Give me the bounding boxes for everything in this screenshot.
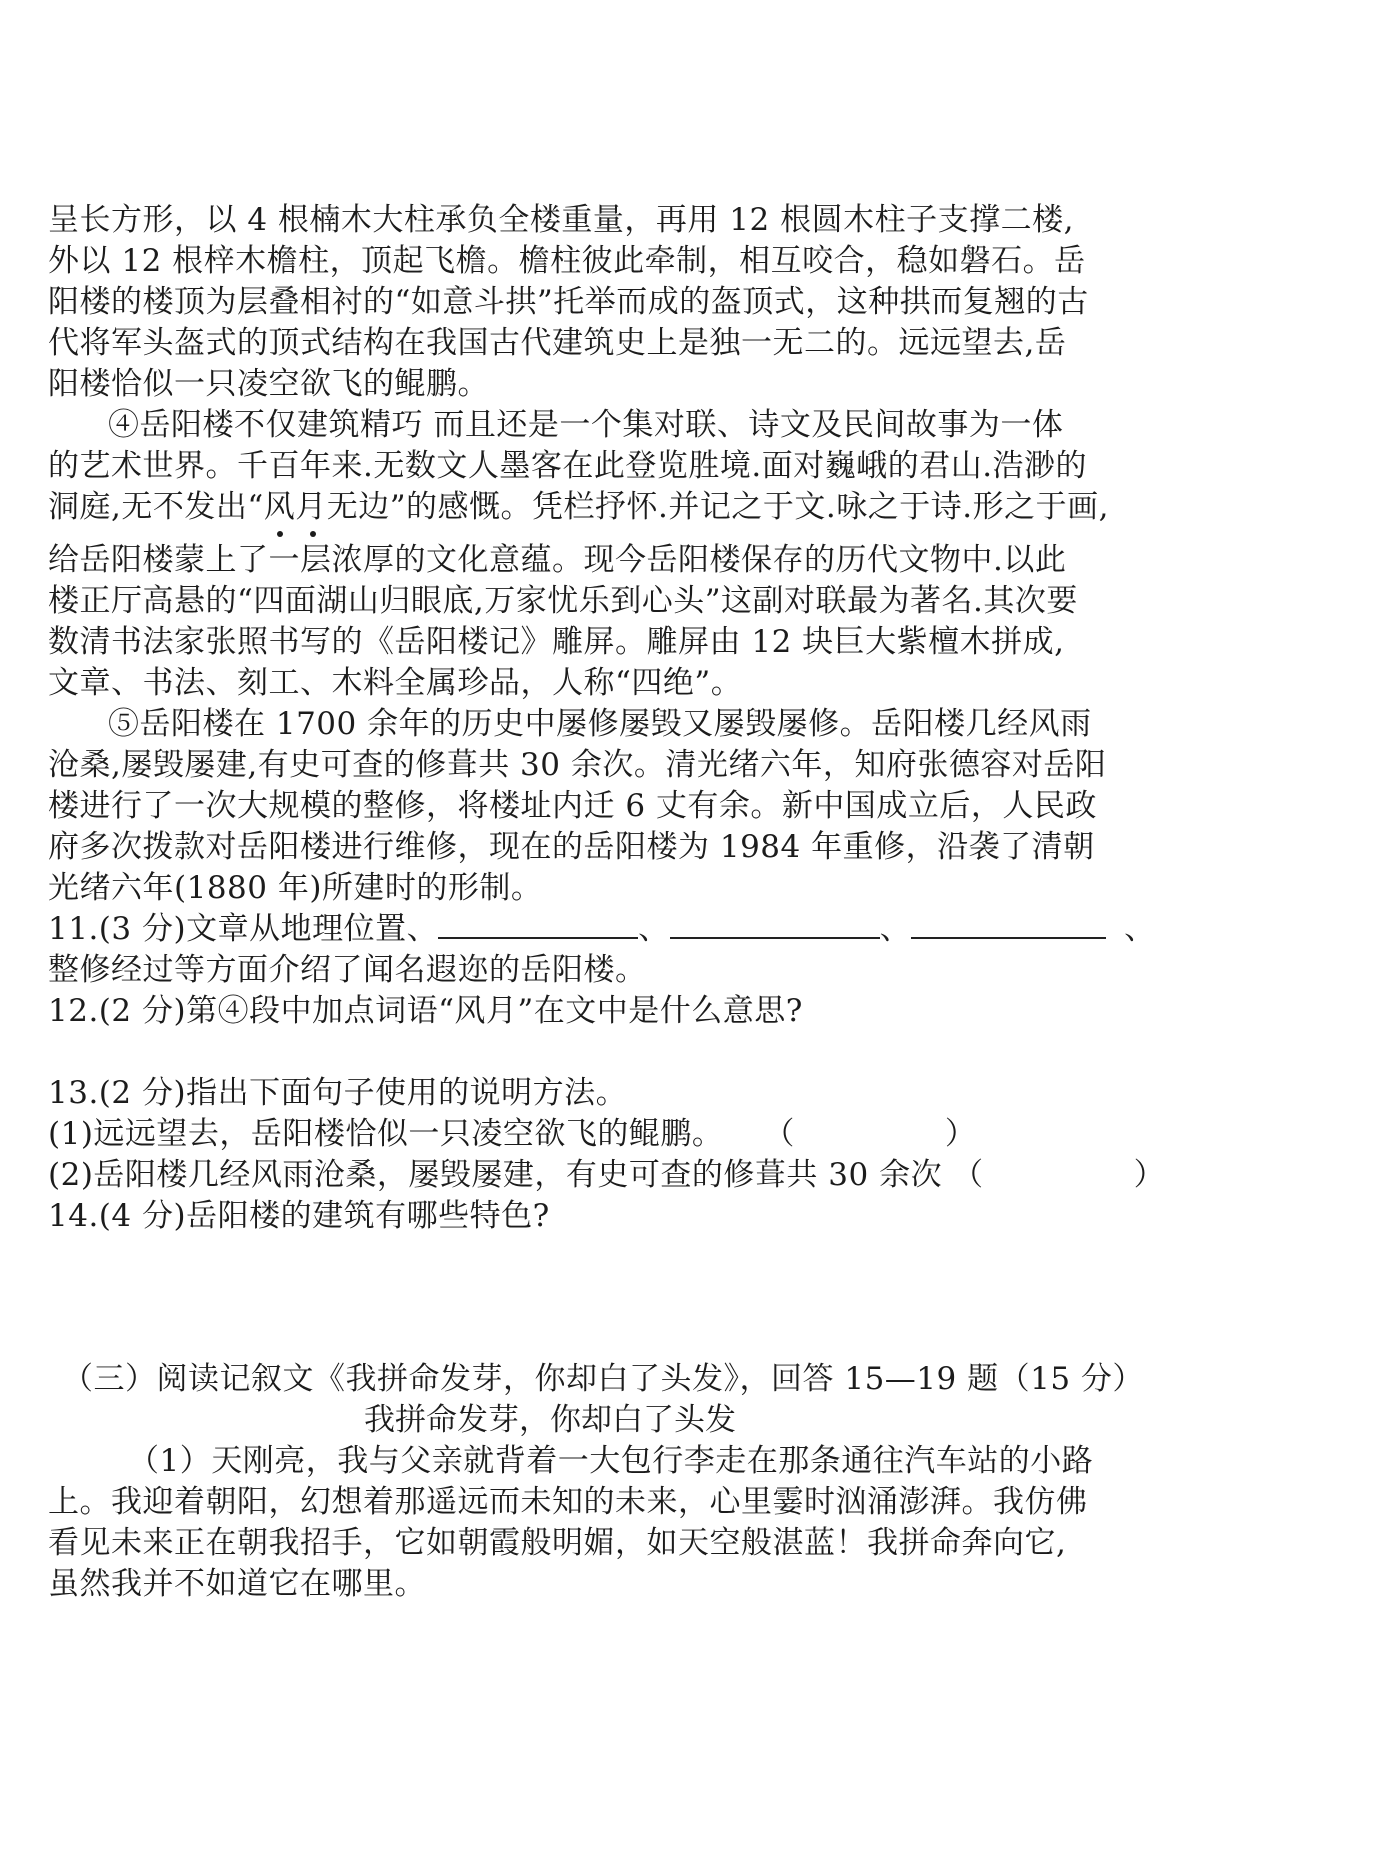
para4-line-1: ④岳阳楼不仅建筑精巧 而且还是一个集对联、诗文及民间故事为一体 [108,407,1064,443]
section-three-heading: （三）阅读记叙文《我拼命发芽，你却白了头发》，回答 15—19 题（15 分） [62,1361,1144,1397]
q11-prefix: 11.(3 分)文章从地理位置、 [48,911,439,947]
question-13-item-2 [48,1155,1165,1195]
emphasis-dots [277,531,317,539]
para5-line-5: 光绪六年(1880 年)所建时的形制。 [48,870,543,906]
question-13-item-1 [48,1114,976,1154]
story-title: 我拼命发芽，你却白了头发 [364,1402,736,1438]
q13-item-2-text: (2)岳阳楼几经风雨沧桑，屡毁屡建，有史可查的修葺共 30 余次 [48,1157,943,1193]
para4-line-6: 数清书法家张照书写的《岳阳楼记》雕屏。雕屏由 12 块巨大紫檀木拼成, [48,624,1065,660]
para3-line-1: 呈长方形，以 4 根楠木大柱承负全楼重量，再用 12 根圆木柱子支撑二楼, [48,202,1074,238]
q11-separator: 、 [879,911,912,947]
answer-paren-open: （ [952,1157,984,1193]
question-13: 13.(2 分)指出下面句子使用的说明方法。 [48,1075,628,1111]
para3-line-2: 外以 12 根梓木檐柱，顶起飞檐。檐柱彼此牵制，相互咬合，稳如磐石。岳 [48,243,1086,279]
para5-line-3: 楼进行了一次大规模的整修，将楼址内迁 6 丈有余。新中国成立后，人民政 [48,788,1097,824]
q11-separator: 、 [1124,911,1156,947]
q11-answer-blank-1[interactable] [438,909,638,939]
story-para1-line-4: 虽然我并不如道它在哪里。 [48,1566,426,1602]
para4-line-2: 的艺术世界。千百年来.无数文人墨客在此登览胜境.面对巍峨的君山.浩渺的 [48,448,1088,484]
para5-line-2: 沧桑,屡毁屡建,有史可查的修葺共 30 余次。清光绪六年，知府张德容对岳阳 [48,747,1107,783]
para3-line-4: 代将军头盔式的顶式结构在我国古代建筑史上是独一无二的。远远望去,岳 [48,325,1067,361]
question-11-line-2: 整修经过等方面介绍了闻名遐迩的岳阳楼。 [48,952,647,988]
q11-separator: 、 [638,911,670,947]
para5-line-4: 府多次拨款对岳阳楼进行维修，现在的岳阳楼为 1984 年重修，沿袭了清朝 [48,829,1095,865]
question-14: 14.(4 分)岳阳楼的建筑有哪些特色? [48,1198,550,1234]
answer-paren-close: ） [1133,1157,1166,1193]
para3-line-5: 阳楼恰似一只凌空欲飞的鲲鹏。 [48,366,489,402]
question-12: 12.(2 分)第④段中加点词语“风月”在文中是什么意思? [48,993,803,1029]
para4-line-7: 文章、书法、刻工、木料全属珍品，人称“四绝”。 [48,665,743,701]
story-para1-line-1: （1）天刚亮，我与父亲就背着一大包行李走在那条通往汽车站的小路 [128,1443,1094,1479]
answer-paren-close: ） [944,1116,977,1152]
q11-answer-blank-2[interactable] [670,909,880,939]
para5-line-1: ⑤岳阳楼在 1700 余年的历史中屡修屡毁又屡毁屡修。岳阳楼几经风雨 [108,706,1092,742]
q13-item-1-text: (1)远远望去，岳阳楼恰似一只凌空欲飞的鲲鹏。 [48,1116,724,1152]
para4-line-3: 洞庭,无不发出“风月无边”的感慨。凭栏抒怀.并记之于文.咏之于诗.形之于画, [48,489,1109,525]
question-11 [48,909,1156,949]
para3-line-3: 阳楼的楼顶为层叠相衬的“如意斗拱”托举而成的盔顶式，这种拱而复翘的古 [48,284,1089,320]
q11-answer-blank-3[interactable] [911,909,1106,939]
para4-line-4: 给岳阳楼蒙上了一层浓厚的文化意蕴。现今岳阳楼保存的历代文物中.以此 [48,542,1067,578]
emphasis-dot [310,531,316,537]
emphasis-dot [277,531,283,537]
story-para1-line-2: 上。我迎着朝阳，幻想着那遥远而未知的未来，心里霎时汹涌澎湃。我仿佛 [48,1484,1088,1520]
story-para1-line-3: 看见未来正在朝我招手，它如朝霞般明媚，如天空般湛蓝！我拼命奔向它, [48,1525,1067,1561]
para4-line-5: 楼正厅高悬的“四面湖山归眼底,万家忧乐到心头”这副对联最为著名.其次要 [48,583,1078,619]
answer-paren-open: （ [763,1116,795,1152]
